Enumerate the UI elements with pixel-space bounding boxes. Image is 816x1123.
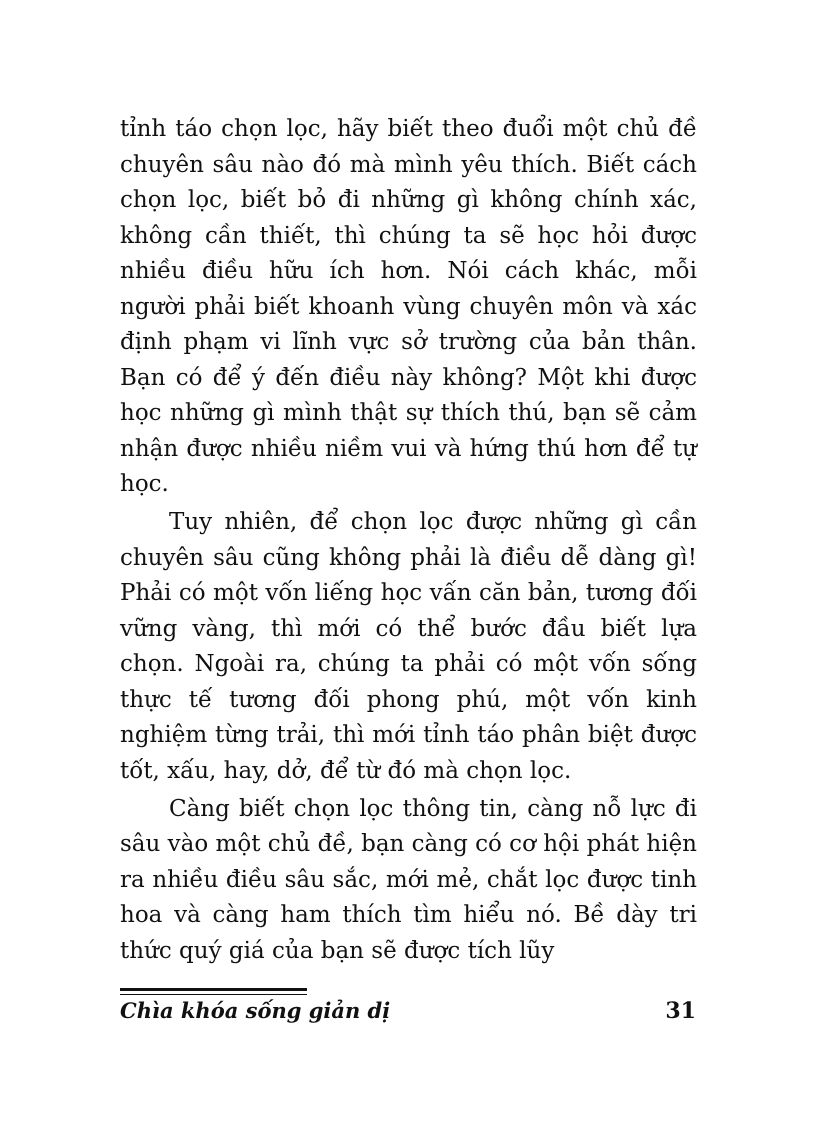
paragraph: Càng biết chọn lọc thông tin, càng nỗ lực đi sâu vào một chủ đề, bạn càng có cơ hội phát hiện ra nhiều điều sâu sắc, mới mẻ, chắt lọc được tinh hoa và càng ham thích tìm hiểu nó. Bề dày tri thức quý giá của bạn sẽ được tích lũy — [120, 795, 697, 964]
paragraph-continuation: tỉnh táo chọn lọc, hãy biết theo đuổi một chủ đề chuyên sâu nào đó mà mình yêu thích. Biết cách chọn lọc, biết bỏ đi những gì không chính xác, không cần thiết, thì chúng ta sẽ học hỏi được nhiều điều hữu ích hơn. Nói cách khác, mỗi người phải biết khoanh vùng chuyên môn và xác định phạm vi lĩnh vực sở trường của bản thân. Bạn có để ý đến điều này không? Một khi được học những gì mình thật sự thích thú, bạn sẽ cảm nhận được nhiều niềm vui và hứng thú hơn để tự học. — [120, 116, 697, 497]
running-footer-title: Chìa khóa sống giản dị — [120, 998, 391, 1023]
body-text — [120, 112, 697, 969]
paragraph: Tuy nhiên, để chọn lọc được những gì cần chuyên sâu cũng không phải là điều dễ dàng gì! Phải có một vốn liếng học vấn căn bản, tương đối vững vàng, thì mới có thể bước đầu biết lựa chọn. Ngoài ra, chúng ta phải có một vốn sống thực tế tương đối phong phú, một vốn kinh nghiệm từng trải, thì mới tỉnh táo phân biệt được tốt, xấu, hay, dở, để từ đó mà chọn lọc. — [120, 509, 697, 784]
page-number: 31 — [665, 998, 696, 1024]
footer-rule-thin — [120, 994, 307, 995]
footer-rule-thick — [120, 988, 307, 991]
